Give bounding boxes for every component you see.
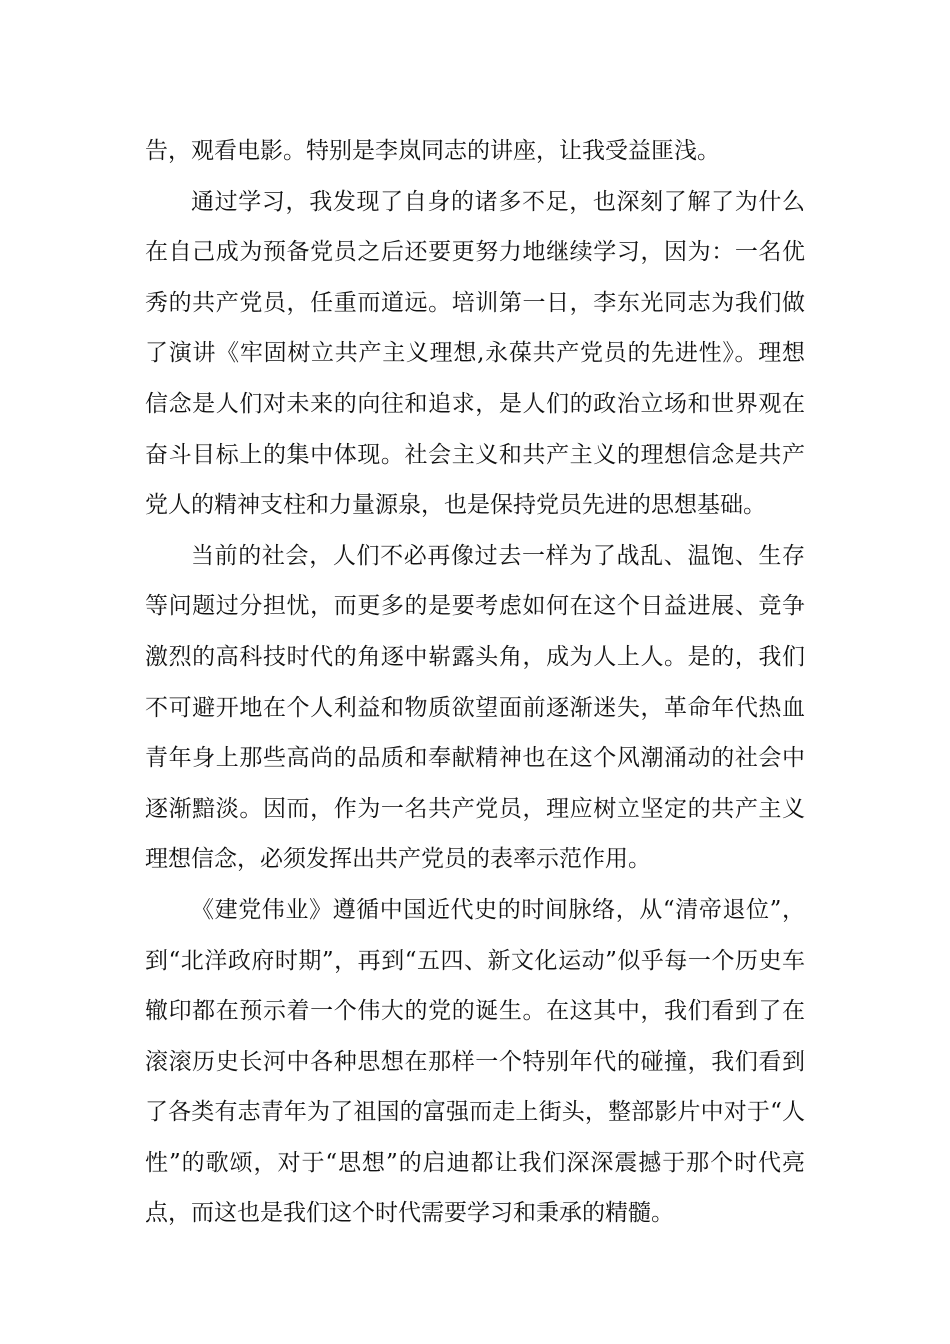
paragraph-current-society: 当前的社会，人们不必再像过去一样为了战乱、温饱、生存等问题过分担忧，而更多的是要考虑如何在这个日益进展、竞争激烈的高科技时代的角逐中崭露头角，成为人上人。是的，我们不可避开地在个人利益和物质欲望面前逐渐迷失，革命年代热血青年身上那些高尚的品质和奉献精神也在这个风潮涌动的社会中逐渐黯淡。因而，作为一名共产党员，理应树立坚定的共产主义理想信念，必须发挥出共产党员的表率示范作用。	[145, 542, 805, 873]
paragraph-study-reflection: 通过学习，我发现了自身的诸多不足，也深刻了解了为什么在自己成为预备党员之后还要更努力地继续学习，因为：一名优秀的共产党员，任重而道远。培训第一日，李东光同志为我们做了演讲《牢固树立共产主义理想,永葆共产党员的先进性》。理想信念是人们对未来的向往和追求，是人们的政治立场和世界观在奋斗目标上的集中体现。社会主义和共产主义的理想信念是共产党人的精神支柱和力量源泉，也是保持党员先进的思想基础。	[145, 188, 805, 519]
paragraph-film-review: 《建党伟业》遵循中国近代史的时间脉络，从“清帝退位”，到“北洋政府时期”，再到“五四、新文化运动”似乎每一个历史车辙印都在预示着一个伟大的党的诞生。在这其中，我们看到了在滚滚历史长河中各种思想在那样一个特别年代的碰撞，我们看到了各类有志青年为了祖国的富强而走上街头，整部影片中对于“人性”的歌颂，对于“思想”的启迪都让我们深深震撼于那个时代亮点，而这也是我们这个时代需要学习和秉承的精髓。	[145, 896, 805, 1227]
document-page	[145, 126, 805, 1239]
paragraph-continuation: 告，观看电影。特别是李岚同志的讲座，让我受益匪浅。	[145, 138, 720, 164]
